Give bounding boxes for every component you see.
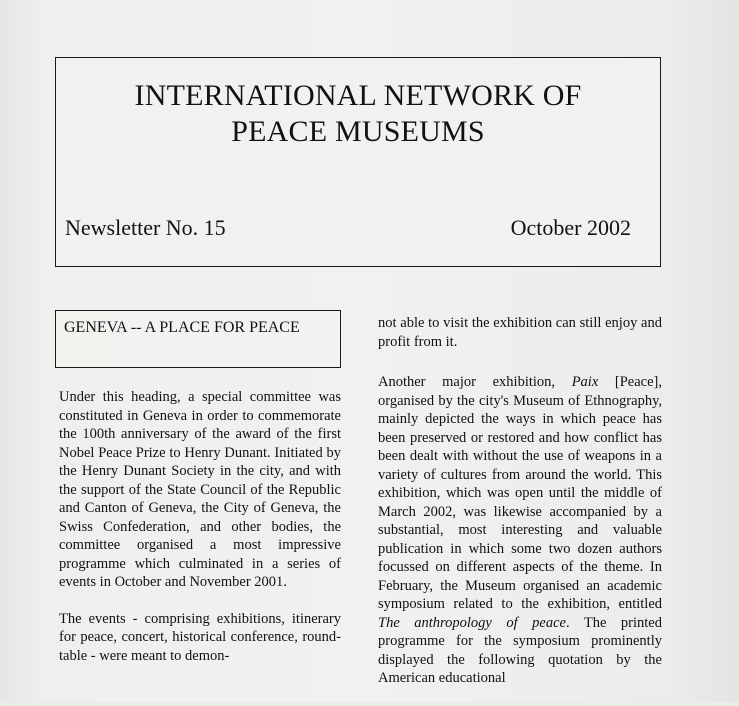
paragraph: Under this heading, a special committee was constituted in Geneva in order to commemorate the 100th anniversary of the award of the first Nobel Peace Prize to Henry Dunant. Initiated by the Henry Dunant Society in the city, and with the support of the State Council of the Republic and Canton of Geneva, the City of Geneva, the Swiss Confederation, and other bodies, the committee organised a most impressive programme which culminated in a series of events in October and November 2001. (59, 389, 341, 590)
masthead-box (55, 57, 661, 267)
exhibition-title: Paix (571, 374, 599, 390)
paragraph: The events - comprising exhibitions, itinerary for peace, concert, historical conference, round-table - were meant to demon- (59, 610, 341, 664)
paragraph (378, 373, 662, 688)
section-heading-box (55, 310, 341, 368)
title-line-1: INTERNATIONAL NETWORK OF (134, 79, 582, 112)
text-run: [Peace], organised by the city's Museum of Ethnography, mainly depicted the ways in which peace has been preserved or restored and how conflict has been dealt with without the use of weapons in a variety of cultures from around the world. This exhibition, which was open until the middle of March 2002, was likewise accompanied by a substantial, most interesting and valuable publication in which some two dozen authors focussed on different aspects of the theme. In February, the Museum organised an academic symposium related to the exhibition, entitled (378, 374, 662, 612)
title-line-2: PEACE MUSEUMS (231, 115, 485, 148)
article-column-right (378, 314, 662, 706)
text-run: . The printed programme for the symposium prominently displayed the following quotation by the American educational (378, 614, 662, 686)
issue-date: October 2002 (510, 215, 631, 240)
article-column-left (59, 388, 341, 683)
section-heading: GENEVA -- A PLACE FOR PEACE (64, 319, 300, 336)
symposium-title: The anthropology of peace (378, 614, 566, 631)
text-run: Another major exhibition, (378, 374, 572, 390)
newsletter-title (56, 78, 660, 150)
issue-number: Newsletter No. 15 (65, 215, 226, 240)
paragraph: not able to visit the exhibition can still enjoy and profit from it. (378, 315, 662, 350)
